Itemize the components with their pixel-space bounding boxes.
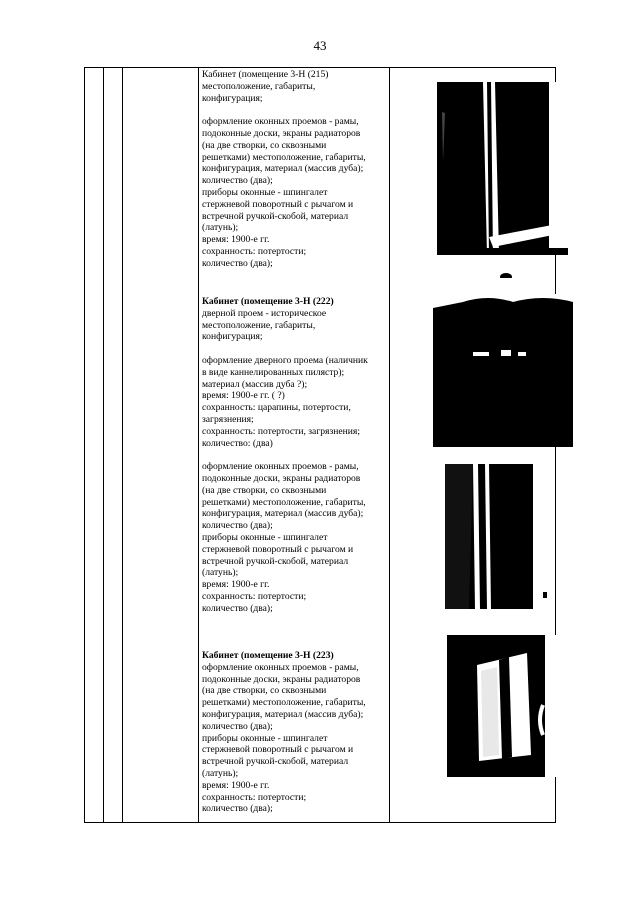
description-line: стержневой поворотный с рычагом и <box>202 543 354 555</box>
description-line: подоконные доски, экраны радиаторов <box>202 472 361 484</box>
description-line: приборы оконные - шпингалет <box>202 732 328 744</box>
description-line: количество (два); <box>202 257 273 269</box>
window-photo-222 <box>445 464 552 609</box>
column-divider <box>198 68 199 822</box>
description-line: в виде каннелированных пилястр); <box>202 366 345 378</box>
description-line <box>202 449 390 461</box>
description-line: местоположение, габариты, <box>202 319 316 331</box>
description-line: конфигурация, материал (массив дуба); <box>202 708 364 720</box>
description-line: подоконные доски, экраны радиаторов <box>202 127 361 139</box>
window-decor-215 <box>491 269 521 278</box>
description-line: Кабинет (помещение 3-Н (222) <box>202 296 334 307</box>
description-line: подоконные доски, экраны радиаторов <box>202 673 361 685</box>
description-line: Кабинет (помещение 3-Н (215) <box>202 69 329 80</box>
description-line: количество (два); <box>202 803 273 815</box>
column-divider <box>122 68 123 822</box>
description-line: загрязнения; <box>202 413 254 425</box>
description-line: сохранность: царапины, потертости, <box>202 402 351 414</box>
room-222-description <box>202 296 390 615</box>
description-line: сохранность: потертости; <box>202 791 307 803</box>
description-line: количество (два); <box>202 720 273 732</box>
description-line: (латунь); <box>202 222 239 234</box>
description-line: (латунь); <box>202 767 239 779</box>
description-line: местоположение, габариты, <box>202 80 316 92</box>
description-line: решетками) местоположение, габариты, <box>202 496 366 508</box>
description-line: сохранность: потертости; <box>202 245 307 257</box>
description-line: оформление оконных проемов - рамы, <box>202 116 359 128</box>
description-line: конфигурация; <box>202 331 263 343</box>
description-line: время: 1900-е гг. ( ?) <box>202 390 285 402</box>
description-line: оформление оконных проемов - рамы, <box>202 661 359 673</box>
description-line: время: 1900-е гг. <box>202 779 270 791</box>
description-line: количество: (два) <box>202 437 273 449</box>
window-photo-223 <box>447 635 557 777</box>
description-line: решетками) местоположение, габариты, <box>202 697 366 709</box>
description-line: встречной ручкой-скобой, материал <box>202 555 349 567</box>
description-line: количество (два); <box>202 520 273 532</box>
room-223-description <box>202 650 390 815</box>
description-line: время: 1900-е гг. <box>202 579 270 591</box>
description-line: стержневой поворотный с рычагом и <box>202 744 354 756</box>
heritage-table <box>84 67 556 823</box>
description-line: (на две створки, со сквозными <box>202 484 327 496</box>
description-line: оформление оконных проемов - рамы, <box>202 461 359 473</box>
column-divider <box>103 68 104 822</box>
description-line: приборы оконные - шпингалет <box>202 186 328 198</box>
description-line: сохранность: потертости; <box>202 590 307 602</box>
description-line: конфигурация; <box>202 92 263 104</box>
description-line: встречной ручкой-скобой, материал <box>202 210 349 222</box>
room-215-description <box>202 69 390 270</box>
description-line: оформление дверного проема (наличник <box>202 354 368 366</box>
door-photo-222 <box>433 294 573 447</box>
page-number: 43 <box>313 38 327 53</box>
description-line <box>202 343 390 355</box>
description-line: конфигурация, материал (массив дуба); <box>202 163 364 175</box>
description-line: дверной проем - историческое <box>202 307 327 319</box>
description-line: стержневой поворотный с рычагом и <box>202 198 354 210</box>
description-line: время: 1900-е гг. <box>202 234 270 246</box>
description-line: сохранность: потертости, загрязнения; <box>202 425 360 437</box>
description-line: Кабинет (помещение 3-Н (223) <box>202 650 334 661</box>
description-line: количество (два); <box>202 602 273 614</box>
description-line: встречной ручкой-скобой, материал <box>202 756 349 768</box>
description-line: (на две створки, со сквозными <box>202 685 327 697</box>
description-line: конфигурация, материал (массив дуба); <box>202 508 364 520</box>
description-line: количество (два); <box>202 175 273 187</box>
description-line: приборы оконные - шпингалет <box>202 531 328 543</box>
description-line: решетками) местоположение, габариты, <box>202 151 366 163</box>
description-line: (латунь); <box>202 567 239 579</box>
description-line <box>202 104 390 116</box>
description-line: (на две створки, со сквозными <box>202 139 327 151</box>
window-photo-215 <box>437 82 568 255</box>
description-line: материал (массив дуба ?); <box>202 378 308 390</box>
